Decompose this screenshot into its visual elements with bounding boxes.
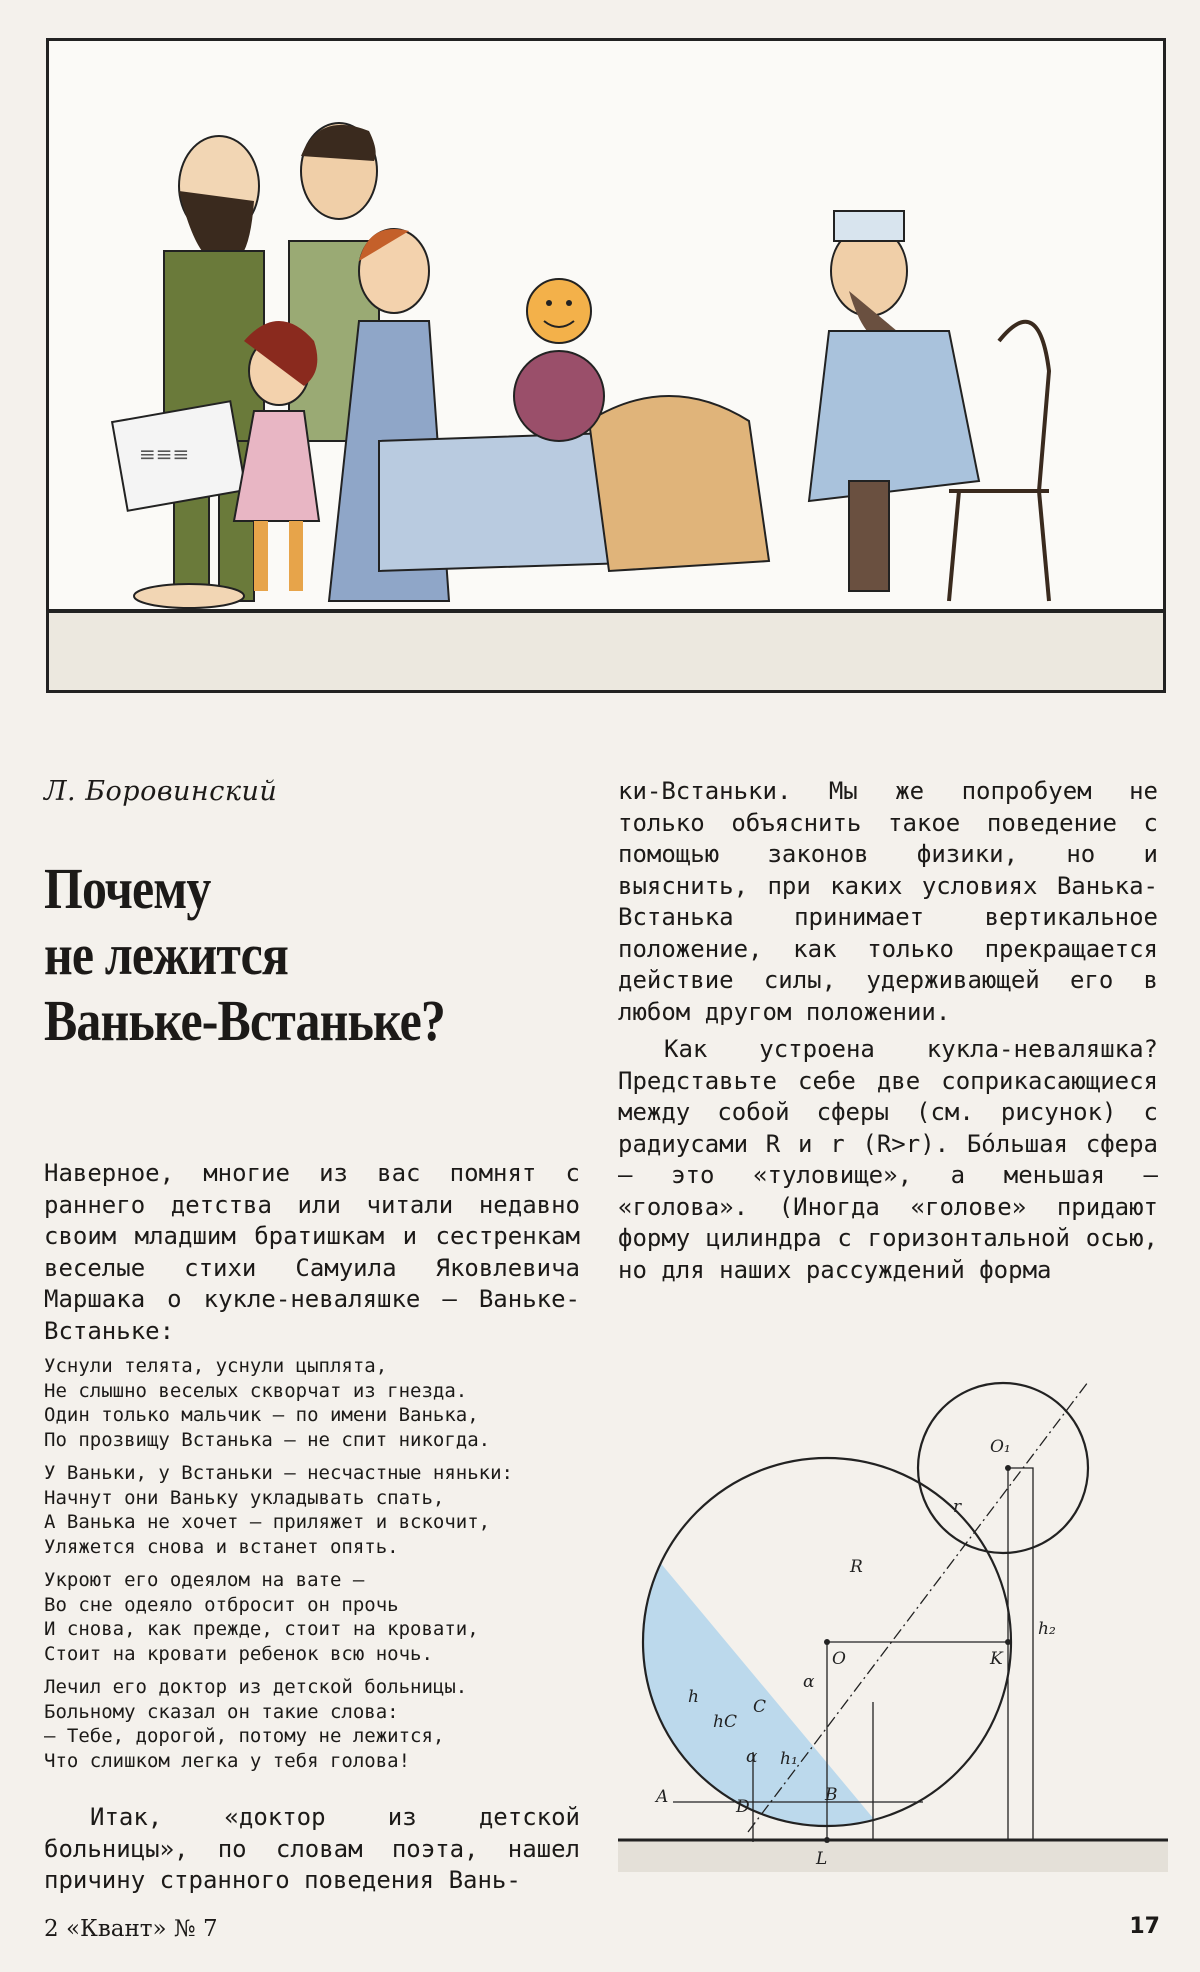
page-number: 17 xyxy=(1129,1914,1160,1939)
label-O: O xyxy=(832,1649,846,1669)
poem-line: И снова, как прежде, стоит на кровати, xyxy=(44,1618,479,1640)
poem-line: Уснули телята, уснули цыплята, xyxy=(44,1355,388,1377)
right-paragraph-1: ки-Встаньки. Мы же попробуем не только объяснить такое поведение с помощью законов физики, но и выяснить, при каких условиях Ванька-Встанька принимает вертикальное положение, как только прекращается действие силы, удерживающей его в любом другом положении. xyxy=(618,777,1158,1026)
label-r: r xyxy=(953,1497,962,1517)
label-h2: h₂ xyxy=(1038,1619,1056,1639)
label-alpha-top: α xyxy=(803,1672,815,1692)
bearded-man-figure xyxy=(112,136,264,601)
label-K: K xyxy=(990,1649,1003,1669)
roly-poly-spheres-figure xyxy=(618,1372,1168,1872)
label-B: B xyxy=(825,1785,838,1805)
roly-poly-doll xyxy=(514,279,604,441)
poem-line: Укроют его одеялом на вате — xyxy=(44,1569,365,1591)
physics-diagram xyxy=(618,1372,1168,1872)
label-D: D xyxy=(736,1797,750,1817)
title-line-1: Почему xyxy=(44,856,211,921)
intro-text: Наверное, многие из вас помнят с раннего детства или читали недавно своим младшим братишкам и сестренкам веселые стихи Самуила Яковлевича Маршака о кукле-неваляшке — Ваньке-Встаньке: xyxy=(44,1159,580,1345)
poem-line: Во сне одеяло отбросит он прочь xyxy=(44,1593,399,1616)
label-h1: h₁ xyxy=(780,1749,798,1769)
label-A: A xyxy=(656,1787,669,1807)
small-sphere xyxy=(918,1383,1088,1553)
label-L: L xyxy=(816,1849,828,1869)
author-name: Л. Боровинский xyxy=(44,776,278,807)
ground xyxy=(618,1840,1168,1872)
label-C: C xyxy=(753,1697,767,1717)
article-title xyxy=(44,856,526,1054)
poem-line: Лечил его доктор из детской больницы. xyxy=(44,1676,468,1698)
poem-line: Начнут они Ваньку укладывать спать, xyxy=(44,1486,445,1509)
after-poem-paragraph xyxy=(44,1802,580,1897)
label-hC: hC xyxy=(713,1712,737,1732)
doctor-scene-drawing xyxy=(49,41,1163,690)
poem-line: У Ваньки, у Встаньки — несчастные няньки: xyxy=(44,1462,513,1484)
poem-line: А Ванька не хочет — приляжет и вскочит, xyxy=(44,1511,491,1533)
label-h: h xyxy=(688,1687,699,1707)
label-R: R xyxy=(850,1557,863,1577)
poem-line: — Тебе, дорогой, потому не лежится, xyxy=(44,1725,445,1747)
poem-line: По прозвищу Встанька — не спит никогда. xyxy=(44,1428,491,1451)
newspaper-text: ≡≡≡ xyxy=(139,442,190,466)
label-O1: O₁ xyxy=(990,1437,1011,1457)
poem-line: Что слишком легка у тебя голова! xyxy=(44,1749,411,1772)
label-alpha-bottom: α xyxy=(746,1747,758,1767)
right-column xyxy=(618,776,1158,1286)
poem xyxy=(44,1354,580,1782)
intro-paragraph xyxy=(44,1158,580,1347)
poem-stanza xyxy=(44,1461,580,1559)
poem-line: Не слышно веселых скворчат из гнезда. xyxy=(44,1379,468,1402)
poem-line: Стоит на кровати ребенок всю ночь. xyxy=(44,1642,433,1665)
poem-line: Больному сказал он такие слова: xyxy=(44,1700,399,1723)
poem-stanza xyxy=(44,1568,580,1666)
after-poem-text: Итак, «доктор из детской больницы», по словам поэта, нашел причину странного поведения Вань- xyxy=(44,1803,580,1894)
poem-stanza xyxy=(44,1354,580,1452)
poem-line: Один только мальчик — по имени Ванька, xyxy=(44,1404,479,1426)
poem-line: Уляжется снова и встанет опять. xyxy=(44,1535,399,1558)
journal-issue: 2 «Квант» № 7 xyxy=(44,1916,218,1942)
poem-stanza xyxy=(44,1675,580,1773)
right-paragraph-2: Как устроена кукла-неваляшка? Представьте себе две соприкасающиеся между собой сферы (см. рисунок) с радиусами R и r (R>r). Бóльшая сфера — это «туловище», а меньшая — «голова». (Иногда «голове» придают форму цилиндра с горизонтальной осью, но для наших рассуждений форма xyxy=(618,1035,1158,1284)
cartoon-illustration xyxy=(46,38,1166,693)
floor-doll xyxy=(134,584,244,608)
title-line-2: не лежится xyxy=(44,922,289,987)
title-line-3: Ваньке-Встаньке? xyxy=(44,988,445,1053)
